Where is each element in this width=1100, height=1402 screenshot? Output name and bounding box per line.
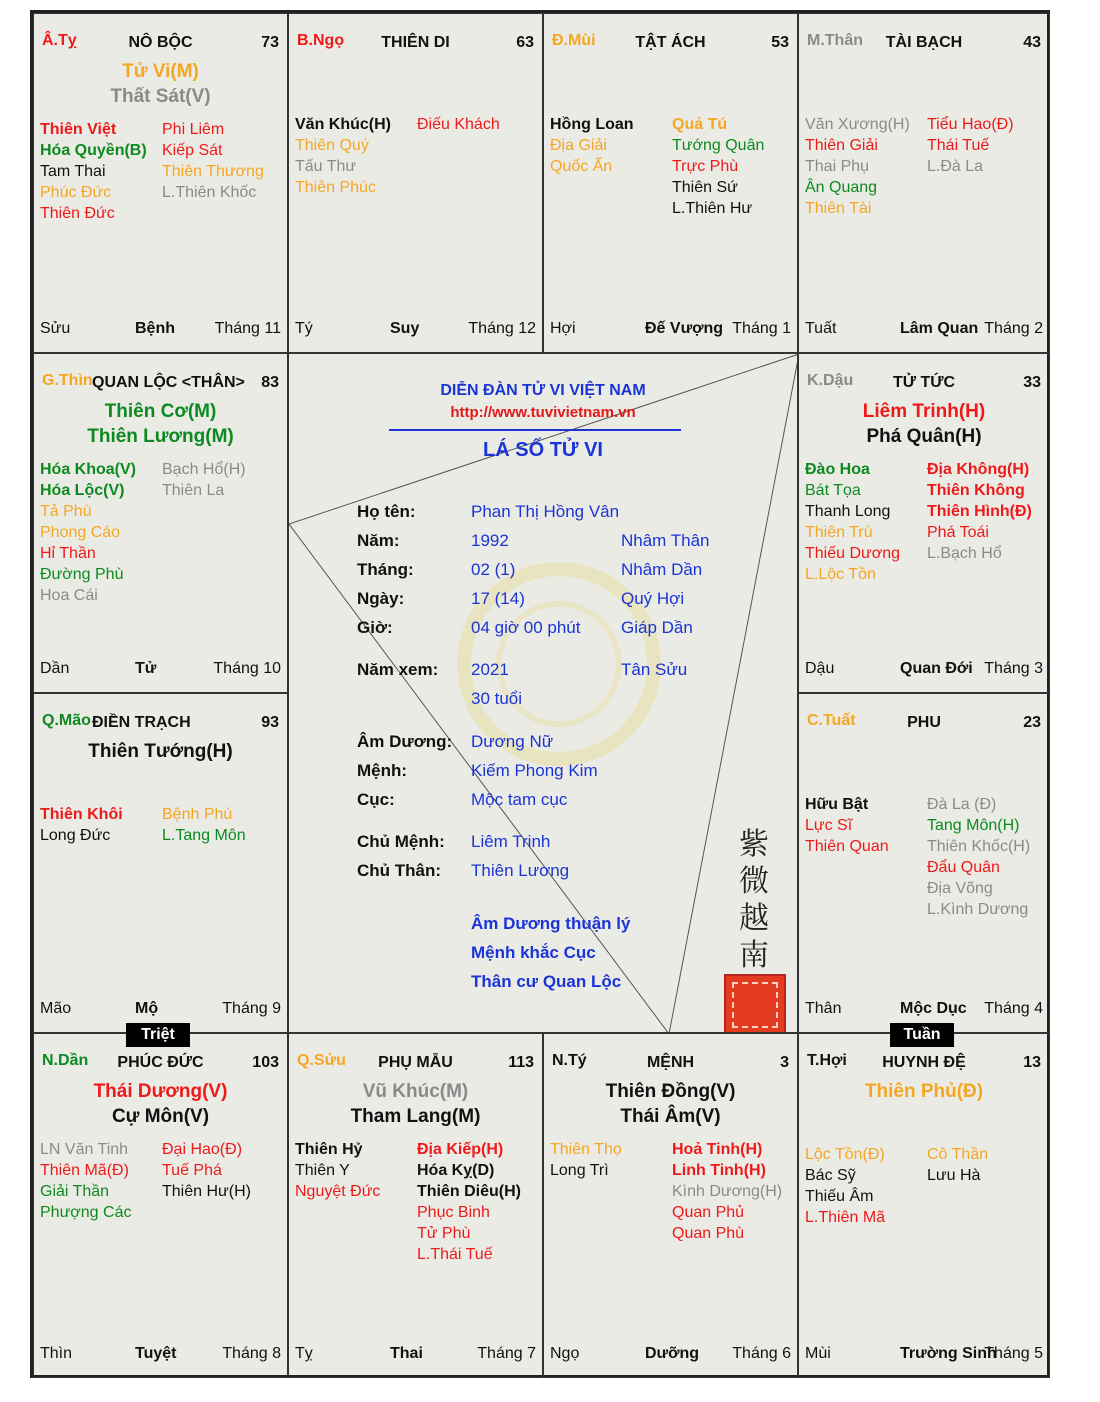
info-label: Ngày: [357, 589, 405, 608]
minor-star: Hoả Tinh(H) [672, 1141, 763, 1158]
minor-star: Tướng Quân [672, 137, 765, 154]
minor-star: Quan Phủ [672, 1204, 745, 1221]
minor-star: Thiên Phúc [295, 179, 376, 196]
stars-right [417, 114, 543, 135]
palace-name: PHU [907, 714, 941, 731]
minor-star: Thiên Hình(Đ) [927, 503, 1032, 520]
palace-age: 53 [771, 34, 789, 51]
footer-month: Tháng 8 [222, 1345, 281, 1362]
minor-star: Thiên Mã(Đ) [40, 1162, 129, 1179]
palace-name: MỆNH [646, 1054, 695, 1071]
info-canchi: Quý Hợi [621, 589, 685, 608]
main-star: Cự Môn(V) [111, 1106, 210, 1127]
main-star: Tham Lang(M) [350, 1106, 481, 1127]
minor-star: Hóa Quyền(B) [40, 142, 147, 159]
minor-star: Phong Cáo [40, 524, 121, 541]
stars-right [927, 114, 1050, 177]
minor-star: Điếu Khách [417, 116, 500, 133]
info-label: Tháng: [357, 560, 414, 579]
info-value: Kiếm Phong Kim [471, 761, 598, 780]
minor-star: Tang Môn(H) [927, 817, 1020, 834]
footer-branch: Tý [295, 320, 313, 337]
palace-age: 73 [261, 34, 279, 51]
palace-header [807, 712, 1041, 734]
palace-header [297, 32, 534, 54]
palace-name: ĐIỀN TRẠCH [92, 714, 191, 731]
info-value: 2021 [471, 660, 509, 679]
minor-star: Quốc Ấn [550, 158, 613, 175]
palace-name: PHÚC ĐỨC [117, 1054, 204, 1071]
palace-header [552, 32, 789, 54]
minor-star: Hóa Lộc(V) [40, 482, 125, 499]
main-star: Thiên Cơ(M) [104, 401, 217, 422]
main-star: Liêm Trinh(H) [862, 401, 986, 422]
palace-name: TẬT ÁCH [635, 34, 706, 51]
info-label: Âm Dương: [357, 732, 453, 751]
footer-phase: Đế Vượng [645, 320, 724, 337]
stars-right [162, 459, 288, 501]
minor-star: Cô Thần [927, 1146, 989, 1163]
footer-phase: Dưỡng [645, 1345, 700, 1362]
stars-left [295, 114, 420, 198]
main-stars [799, 399, 1049, 449]
palace-age: 83 [261, 374, 279, 391]
palace-header [42, 32, 279, 54]
footer-month: Tháng 3 [984, 660, 1043, 677]
minor-star: Phúc Đức [40, 184, 112, 201]
footer-phase: Tử [135, 660, 157, 677]
info-label: Năm xem: [357, 660, 439, 679]
palace-tai-bach [798, 13, 1050, 353]
minor-star: Hỉ Thần [40, 545, 96, 562]
minor-star: Hoa Cái [40, 587, 98, 604]
note-than-cu: Thân cư Quan Lộc [471, 972, 622, 991]
info-value: Dương Nữ [471, 732, 554, 751]
info-value: 02 (1) [471, 560, 516, 579]
palace-age: 63 [516, 34, 534, 51]
palace-footer [805, 320, 1043, 340]
minor-star: Bệnh Phù [162, 806, 233, 823]
stars-left [805, 459, 930, 585]
minor-star: Hữu Bật [805, 796, 869, 813]
stars-right [927, 459, 1050, 564]
palace-footer [295, 320, 536, 340]
minor-star: Thanh Long [805, 503, 891, 520]
minor-star: Tấu Thư [295, 158, 357, 175]
info-label: Năm: [357, 531, 400, 550]
stars-left [40, 1139, 165, 1223]
minor-star: Thiên Hư(H) [162, 1183, 251, 1200]
palace-stem-branch: C.Tuất [807, 712, 856, 729]
minor-star: Thiên Việt [40, 121, 117, 138]
stars-left [805, 794, 930, 857]
palace-stem-branch: Đ.Mùi [552, 32, 596, 49]
palace-age: 93 [261, 714, 279, 731]
minor-star: Thiên Hỷ [295, 1141, 363, 1158]
stars-left [550, 114, 675, 177]
info-value: Phan Thị Hồng Vân [471, 502, 620, 521]
info-value: 17 (14) [471, 589, 525, 608]
palace-age: 13 [1023, 1054, 1041, 1071]
minor-star: Đà La (Đ) [927, 796, 997, 813]
info-label: Mệnh: [357, 761, 408, 780]
footer-phase: Mộ [135, 1000, 159, 1017]
main-stars [34, 59, 287, 109]
minor-star: L.Thiên Mã [805, 1209, 886, 1226]
minor-star: Thiên Giải [805, 137, 878, 154]
minor-star: Quan Phù [672, 1225, 745, 1242]
palace-header [297, 1052, 534, 1074]
minor-star: Hóa Khoa(V) [40, 461, 136, 478]
minor-star: Thiên Không [927, 482, 1025, 499]
main-star: Phá Quân(H) [866, 426, 982, 447]
footer-branch: Ngọ [550, 1345, 580, 1362]
minor-star: Tuế Phá [162, 1162, 222, 1179]
main-star: Thái Âm(V) [620, 1106, 721, 1127]
footer-phase: Lâm Quan [900, 320, 979, 337]
minor-star: Thái Tuế [927, 137, 990, 154]
center-info-panel [288, 353, 798, 1033]
main-stars [34, 739, 287, 764]
minor-star: Thiếu Âm [805, 1188, 874, 1205]
main-stars [289, 1079, 542, 1129]
minor-star: Thiên La [162, 482, 225, 499]
footer-month: Tháng 5 [984, 1345, 1043, 1362]
palace-footer [550, 320, 791, 340]
footer-phase: Tuyệt [135, 1345, 177, 1362]
stars-right [927, 794, 1050, 920]
stars-right [672, 1139, 798, 1244]
minor-star: Đường Phù [40, 566, 124, 583]
main-star: Thiên Lương(M) [87, 426, 234, 447]
palace-name: NÔ BỘC [128, 34, 193, 51]
info-label: Chủ Thân: [357, 861, 442, 880]
palace-header [807, 372, 1041, 394]
tuan-marker: Tuần [890, 1023, 954, 1047]
palace-name: TÀI BẠCH [885, 34, 963, 51]
minor-star: L.Đà La [927, 158, 984, 175]
minor-star: Phượng Các [40, 1204, 132, 1221]
palace-stem-branch: T.Hợi [807, 1052, 847, 1069]
footer-month: Tháng 11 [214, 320, 281, 337]
palace-stem-branch: G.Thìn [42, 372, 93, 389]
footer-month: Tháng 12 [468, 320, 536, 337]
footer-month: Tháng 10 [213, 660, 281, 677]
stars-right [927, 1144, 1050, 1186]
minor-star: Thiên Sứ [672, 179, 738, 196]
minor-star: Thiên Diêu(H) [417, 1183, 521, 1200]
minor-star: Tam Thai [40, 163, 106, 180]
palace-header [42, 372, 279, 394]
info-value: 30 tuổi [471, 689, 523, 708]
palace-stem-branch: Q.Sửu [297, 1052, 346, 1069]
palace-age: 103 [252, 1054, 279, 1071]
minor-star: Thiên Y [295, 1162, 350, 1179]
minor-star: Tả Phù [40, 503, 92, 520]
stars-left [40, 804, 165, 846]
palace-footer [295, 1345, 536, 1365]
minor-star: Linh Tinh(H) [672, 1162, 766, 1179]
palace-stem-branch: Â.Tỵ [42, 32, 77, 49]
palace-tat-ach [543, 13, 798, 353]
minor-star: L.Lộc Tồn [805, 566, 876, 583]
main-star: Thiên Tướng(H) [88, 741, 233, 762]
stars-left [805, 114, 930, 219]
main-star: Tử Vi(M) [122, 61, 199, 82]
palace-stem-branch: M.Thân [807, 32, 863, 49]
title-divider [389, 429, 681, 431]
palace-header [552, 1052, 789, 1074]
info-value: Liêm Trinh [471, 832, 551, 851]
minor-star: Trực Phù [672, 158, 739, 175]
stars-right [162, 1139, 288, 1202]
chart-title: LÁ SỐ TỬ VI [483, 439, 603, 461]
red-seal-stamp [724, 974, 786, 1033]
footer-branch: Dần [40, 660, 70, 677]
minor-star: Thai Phụ [805, 158, 870, 175]
info-label: Giờ: [357, 618, 393, 637]
footer-branch: Sửu [40, 320, 71, 337]
palace-footer [550, 1345, 791, 1365]
minor-star: Thiên Trù [805, 524, 873, 541]
cjk-char-3: 越 [739, 901, 769, 936]
footer-branch: Hợi [550, 320, 576, 337]
minor-star: Thiên Thương [162, 163, 264, 180]
palace-footer [40, 1345, 281, 1365]
stars-left [805, 1144, 930, 1228]
main-stars [799, 1079, 1049, 1104]
stars-left [550, 1139, 675, 1181]
horoscope-board [30, 10, 1050, 1378]
palace-stem-branch: N.Dần [42, 1052, 89, 1069]
minor-star: Quả Tú [672, 116, 728, 133]
minor-star: Lộc Tồn(Đ) [805, 1146, 885, 1163]
minor-star: Long Trì [550, 1162, 609, 1179]
footer-phase: Bệnh [135, 320, 175, 337]
note-menh-cuc: Mệnh khắc Cục [471, 943, 596, 962]
footer-month: Tháng 2 [984, 320, 1043, 337]
minor-star: Long Đức [40, 827, 111, 844]
minor-star: Tiểu Hao(Đ) [927, 116, 1014, 133]
palace-age: 33 [1023, 374, 1041, 391]
minor-star: Kiếp Sát [162, 142, 223, 159]
main-stars [34, 399, 287, 449]
info-value: Thiên Lương [471, 861, 570, 880]
minor-star: Địa Võng [927, 880, 993, 897]
minor-star: Thiên Quan [805, 838, 889, 855]
palace-dien-trach [33, 693, 288, 1033]
palace-age: 3 [780, 1054, 789, 1071]
stars-right [162, 119, 288, 203]
palace-quan-loc [33, 353, 288, 693]
main-star: Thiên Phủ(Đ) [864, 1081, 984, 1102]
palace-name: HUYNH ĐỆ [882, 1054, 966, 1071]
minor-star: Giải Thần [40, 1183, 110, 1200]
minor-star: Thiên Khốc(H) [927, 838, 1031, 855]
palace-header [807, 1052, 1041, 1074]
palace-header [807, 32, 1041, 54]
footer-branch: Mão [40, 1000, 72, 1017]
palace-header [42, 1052, 279, 1074]
minor-star: Thiên Thọ [550, 1141, 622, 1158]
stars-right [417, 1139, 543, 1265]
minor-star: Bát Tọa [805, 482, 861, 499]
palace-phu [798, 693, 1050, 1033]
minor-star: Đẩu Quân [927, 859, 1000, 876]
palace-phu-mau [288, 1033, 543, 1378]
minor-star: Thiếu Dương [805, 545, 901, 562]
main-star: Thất Sát(V) [110, 86, 211, 107]
minor-star: Bác Sỹ [805, 1167, 856, 1184]
footer-phase: Thai [390, 1345, 423, 1362]
footer-branch: Thìn [40, 1345, 73, 1362]
minor-star: Phục Binh [417, 1204, 490, 1221]
minor-star: L.Tang Môn [162, 827, 246, 844]
cjk-char-4: 南 [739, 938, 769, 973]
info-label: Cục: [357, 790, 395, 809]
palace-phuc-duc [33, 1033, 288, 1378]
stars-left [295, 1139, 420, 1202]
minor-star: Lưu Hà [927, 1167, 981, 1184]
palace-stem-branch: Q.Mão [42, 712, 91, 729]
info-canchi: Nhâm Dần [621, 560, 703, 579]
cjk-char-1: 紫 [739, 827, 769, 862]
minor-star: Đại Hao(Đ) [162, 1141, 243, 1158]
palace-footer [40, 1000, 281, 1020]
minor-star: Địa Kiếp(H) [417, 1141, 504, 1158]
forum-name: DIỄN ĐÀN TỬ VI VIỆT NAM [440, 382, 646, 399]
stars-left [40, 119, 165, 224]
palace-footer [40, 660, 281, 680]
minor-star: L.Bạch Hổ [927, 545, 1002, 562]
palace-tu-tuc [798, 353, 1050, 693]
palace-stem-branch: K.Dậu [807, 372, 854, 389]
footer-phase: Quan Đới [900, 660, 973, 677]
stars-left [40, 459, 165, 606]
minor-star: Văn Xương(H) [805, 116, 910, 133]
minor-star: Lực Sĩ [805, 817, 853, 834]
palace-age: 43 [1023, 34, 1041, 51]
palace-header [42, 712, 279, 734]
minor-star: L.Thiên Khốc [162, 184, 257, 201]
minor-star: L.Thái Tuế [417, 1246, 493, 1263]
minor-star: Phá Toái [927, 524, 989, 541]
minor-star: Tử Phù [417, 1225, 471, 1242]
palace-footer [805, 1000, 1043, 1020]
palace-name: PHỤ MẪU [378, 1054, 453, 1071]
palace-stem-branch: B.Ngọ [297, 32, 345, 49]
minor-star: Phi Liêm [162, 121, 225, 138]
info-canchi: Nhâm Thân [621, 531, 710, 550]
minor-star: Địa Giải [550, 137, 607, 154]
minor-star: Văn Khúc(H) [295, 116, 391, 133]
minor-star: Địa Không(H) [927, 461, 1030, 478]
minor-star: Nguyệt Đức [295, 1183, 381, 1200]
footer-branch: Tuất [805, 320, 837, 337]
main-stars [544, 1079, 797, 1129]
footer-phase: Mộc Dục [900, 1000, 967, 1017]
minor-star: Ân Quang [805, 179, 878, 196]
main-star: Thái Dương(V) [93, 1081, 228, 1102]
info-value: 04 giờ 00 phút [471, 618, 581, 637]
minor-star: LN Văn Tinh [40, 1141, 129, 1158]
info-value: 1992 [471, 531, 509, 550]
footer-phase: Trường Sinh [900, 1345, 997, 1362]
stars-right [672, 114, 798, 219]
stars-right [162, 804, 288, 846]
palace-name: THIÊN DI [381, 34, 450, 51]
cjk-char-2: 微 [739, 864, 769, 899]
footer-month: Tháng 9 [222, 1000, 281, 1017]
minor-star: Thiên Tài [805, 200, 872, 217]
minor-star: Thiên Đức [40, 205, 115, 222]
minor-star: Thiên Khôi [40, 806, 123, 823]
footer-month: Tháng 6 [732, 1345, 791, 1362]
minor-star: Kình Dương(H) [672, 1183, 783, 1200]
minor-star: L.Thiên Hư [672, 200, 753, 217]
footer-branch: Tỵ [295, 1345, 313, 1362]
palace-age: 23 [1023, 714, 1041, 731]
palace-thien-di [288, 13, 543, 353]
info-canchi: Tân Sửu [621, 660, 688, 679]
palace-footer [805, 660, 1043, 680]
palace-age: 113 [508, 1054, 534, 1071]
palace-huynh-de [798, 1033, 1050, 1378]
note-am-duong: Âm Dương thuận lý [471, 914, 631, 933]
palace-stem-branch: N.Tý [552, 1052, 587, 1069]
palace-name: TỬ TỨC [892, 374, 956, 391]
info-canchi: Giáp Dần [621, 618, 693, 637]
triet-marker: Triệt [126, 1023, 190, 1047]
minor-star: Bạch Hổ(H) [162, 461, 246, 478]
info-label: Chủ Mệnh: [357, 832, 445, 851]
main-star: Vũ Khúc(M) [362, 1081, 469, 1102]
palace-menh [543, 1033, 798, 1378]
footer-month: Tháng 7 [477, 1345, 536, 1362]
footer-month: Tháng 4 [984, 1000, 1043, 1017]
footer-month: Tháng 1 [732, 320, 791, 337]
info-label: Họ tên: [357, 502, 416, 521]
palace-no-boc [33, 13, 288, 353]
palace-footer [805, 1345, 1043, 1365]
footer-branch: Mùi [805, 1345, 831, 1362]
main-stars [34, 1079, 287, 1129]
footer-branch: Thân [805, 1000, 842, 1017]
footer-branch: Dậu [805, 660, 835, 677]
main-star: Thiên Đồng(V) [605, 1081, 736, 1102]
forum-url[interactable]: http://www.tuvivietnam.vn [450, 404, 636, 421]
footer-phase: Suy [390, 320, 420, 337]
minor-star: L.Kình Dương [927, 901, 1029, 918]
info-value: Mộc tam cục [471, 790, 568, 809]
minor-star: Hóa Kỵ(D) [417, 1162, 495, 1179]
minor-star: Hồng Loan [550, 116, 634, 133]
palace-name: QUAN LỘC <THÂN> [92, 374, 245, 391]
minor-star: Thiên Quý [295, 137, 369, 154]
minor-star: Đào Hoa [805, 461, 870, 478]
palace-footer [40, 320, 281, 340]
